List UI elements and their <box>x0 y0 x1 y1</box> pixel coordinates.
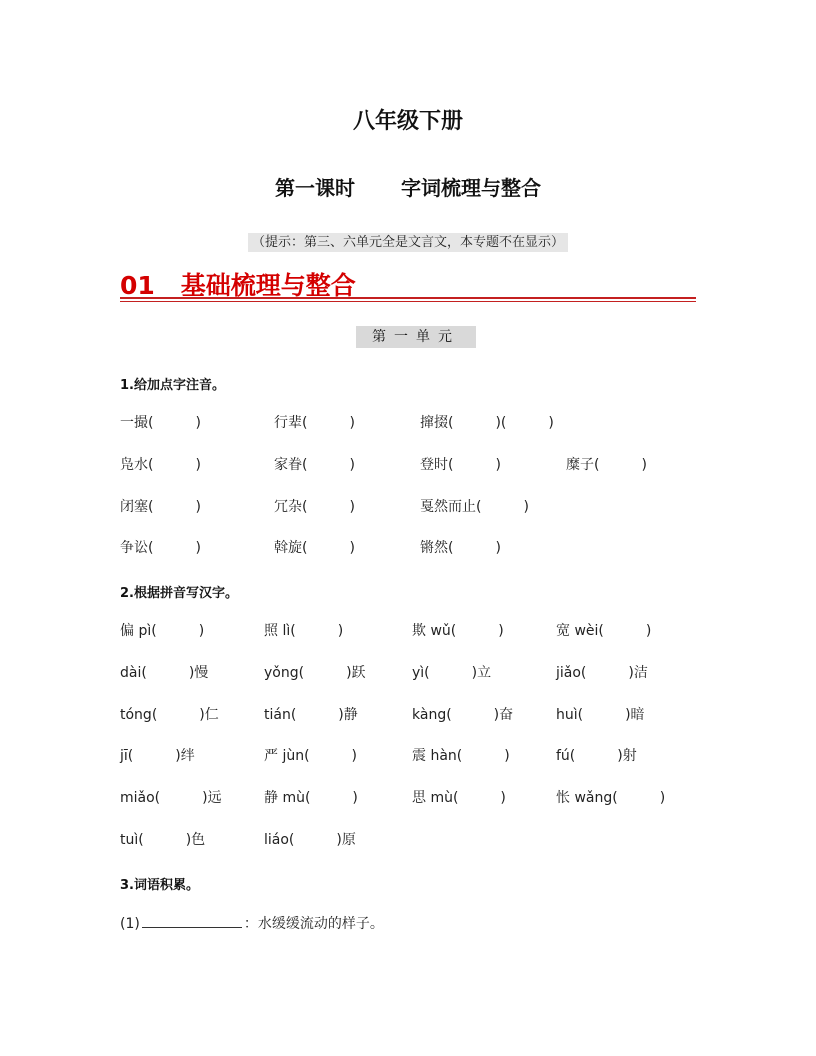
q2-item: fú( )射 <box>556 748 637 764</box>
q2-row <box>0 787 816 807</box>
hint-note <box>0 231 816 250</box>
q1-item: 闭塞( ) <box>120 499 201 515</box>
lesson-number: 第一课时 <box>275 176 355 200</box>
q1-row <box>0 537 816 557</box>
q3-item-1-definition: ：水缓缓流动的样子。 <box>243 916 384 932</box>
q1-item: 锵然( ) <box>420 540 501 556</box>
q1-item: 行辈( ) <box>274 415 355 431</box>
lesson-topic: 字词梳理与整合 <box>401 176 541 200</box>
q1-item: 冗杂( ) <box>274 499 355 515</box>
q2-row <box>0 829 816 849</box>
q1-item: 凫水( ) <box>120 457 201 473</box>
q2-item: miǎo( )远 <box>120 790 222 806</box>
section-divider-thin <box>120 301 696 302</box>
question-1-title: 1.给加点字注音。 <box>120 378 225 393</box>
unit-label: 第一单元 <box>356 326 476 348</box>
q2-item: tóng( )仁 <box>120 707 219 723</box>
q1-item: 登时( ) <box>420 457 501 473</box>
lesson-subtitle <box>0 172 816 201</box>
hint-text: （提示：第三、六单元全是文言文，本专题不在显示） <box>248 233 568 252</box>
section-number: 01 <box>120 271 155 300</box>
question-2-title: 2.根据拼音写汉字。 <box>120 586 238 601</box>
answer-blank[interactable] <box>142 913 242 928</box>
q1-item: 斡旋( ) <box>274 540 355 556</box>
q1-item: 撺掇( )( ) <box>420 415 554 431</box>
q2-item: 照 lì( ) <box>264 623 344 639</box>
q2-item: yǒng( )跃 <box>264 665 366 681</box>
page-title: 八年级下册 <box>352 109 463 134</box>
q2-item: 思 mù( ) <box>412 790 506 806</box>
q2-row <box>0 704 816 724</box>
q2-item: tuì( )色 <box>120 832 206 848</box>
q2-item: kàng( )奋 <box>412 707 514 723</box>
q2-item: 严 jùn( ) <box>264 748 358 764</box>
q2-item: tián( )静 <box>264 707 358 723</box>
q2-item: huì( )暗 <box>556 707 645 723</box>
q2-item: 怅 wǎng( ) <box>556 790 666 806</box>
q1-row <box>0 412 816 432</box>
section-divider-thick <box>120 297 696 299</box>
q2-item: 偏 pì( ) <box>120 623 205 639</box>
q2-item: liáo( )原 <box>264 832 356 848</box>
q2-item: 震 hàn( ) <box>412 748 510 764</box>
q1-item: 争讼( ) <box>120 540 201 556</box>
question-3-title: 3.词语积累。 <box>120 878 199 893</box>
q1-row <box>0 496 816 516</box>
q2-item: dài( )慢 <box>120 665 209 681</box>
q2-row <box>0 620 816 640</box>
q2-row <box>0 745 816 765</box>
q1-row <box>0 454 816 474</box>
q2-row <box>0 662 816 682</box>
q3-item-1 <box>120 913 384 933</box>
q2-item: jiǎo( )洁 <box>556 665 648 681</box>
q2-item: 宽 wèi( ) <box>556 623 652 639</box>
q1-item: 一撮( ) <box>120 415 201 431</box>
q2-item: 静 mù( ) <box>264 790 358 806</box>
q2-item: 欺 wǔ( ) <box>412 623 504 639</box>
q2-item: jī( )绊 <box>120 748 195 764</box>
q1-item: 戛然而止( ) <box>420 499 529 515</box>
q1-item: 糜子( ) <box>566 457 647 473</box>
q1-item: 家眷( ) <box>274 457 355 473</box>
q3-item-1-number: (1) <box>120 916 140 932</box>
section-title: 基础梳理与整合 <box>180 271 356 300</box>
q2-item: yì( )立 <box>412 665 492 681</box>
